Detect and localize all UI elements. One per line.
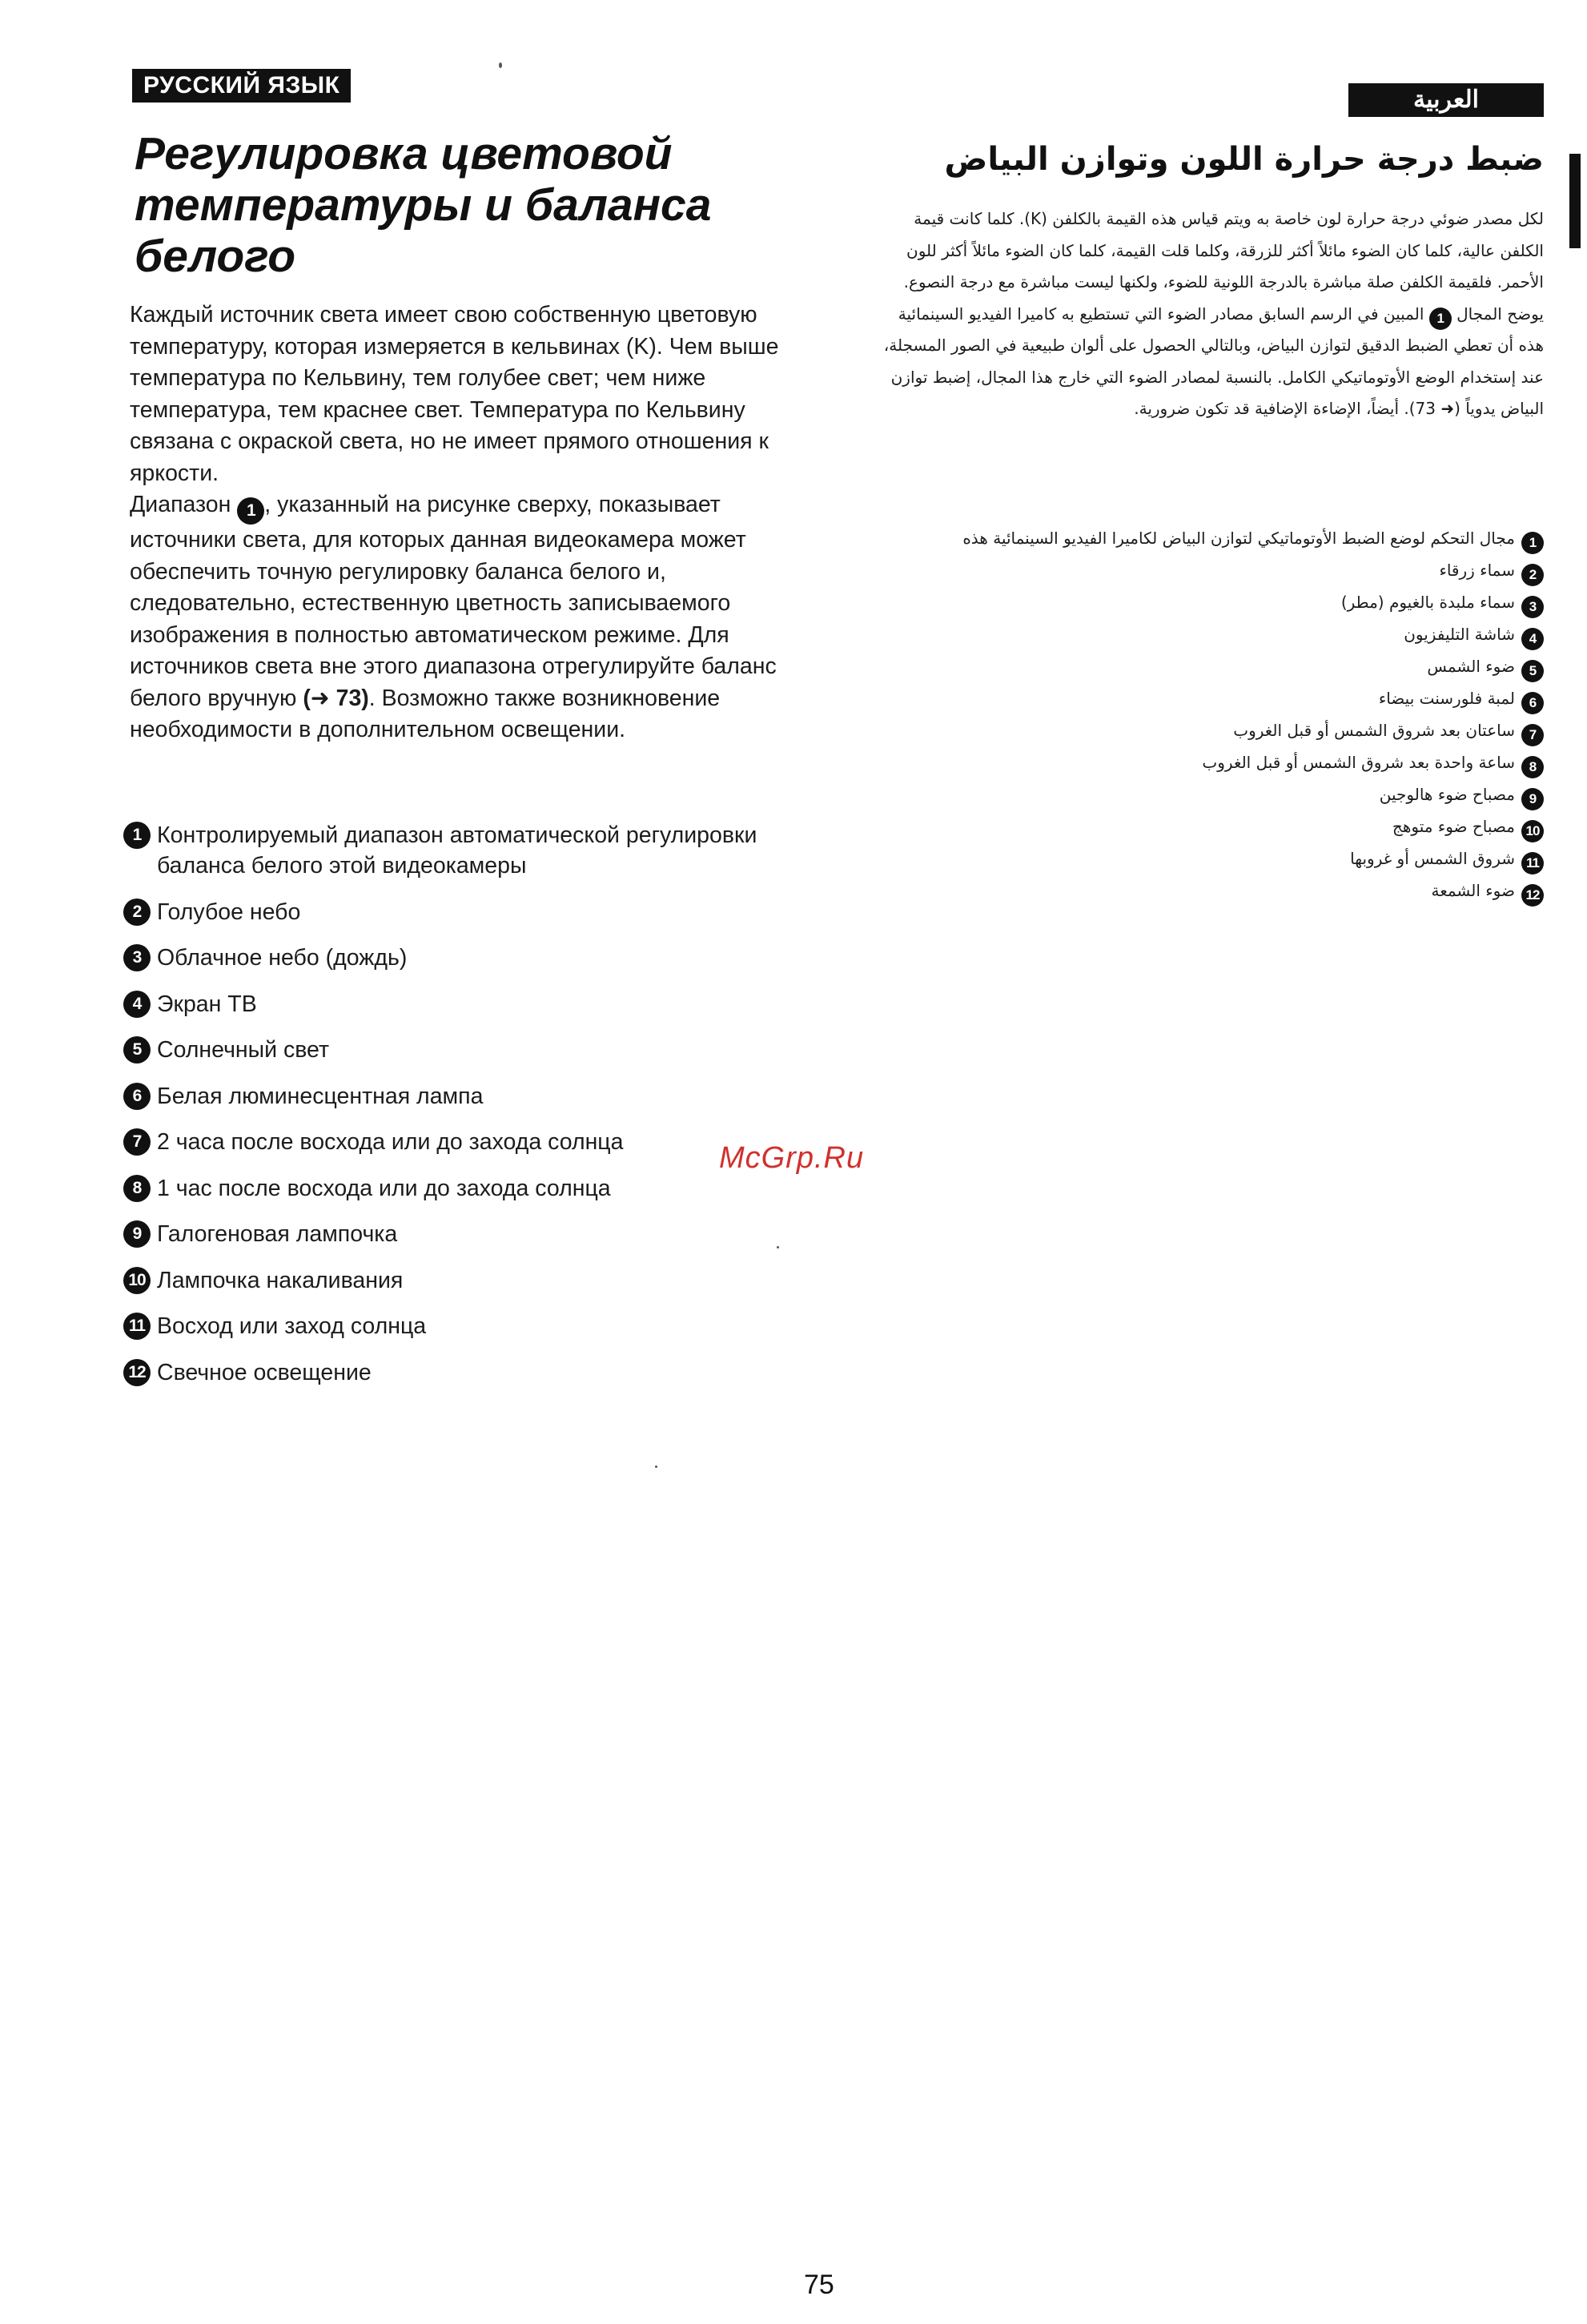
legend-item [881, 650, 1544, 682]
legend-item-text: Голубое небо [157, 899, 301, 925]
legend-item [123, 1127, 796, 1157]
arabic-body [881, 203, 1544, 425]
arabic-range-before: يوضح المجال [1456, 304, 1544, 324]
legend-item [123, 820, 796, 881]
russian-range-after: , указанный на рисунке сверху, показывает источники света, для которых данная видеокамера может обеспечить точную регулировку баланса белого и, следовательно, естественную цветность записываемого изображения в полностью автоматическом режиме. Для источников света вне этого диапазона отрегулируйте баланс белого вручную [130, 492, 777, 711]
legend-item [881, 778, 1544, 810]
number-badge-icon: 8 [123, 1175, 151, 1202]
legend-item [123, 897, 796, 927]
arabic-language-tab: العربية [1348, 83, 1544, 117]
russian-body [130, 300, 786, 746]
number-badge-icon: 3 [123, 944, 151, 971]
legend-item-text: Солнечный свет [157, 1037, 330, 1063]
legend-item [881, 554, 1544, 586]
number-badge-icon: 6 [1521, 692, 1544, 714]
legend-item [881, 586, 1544, 618]
number-badge-icon: 3 [1521, 596, 1544, 618]
number-badge-icon: 1 [1521, 532, 1544, 554]
legend-item [123, 989, 796, 1019]
legend-item [881, 842, 1544, 875]
russian-intro-paragraph: Каждый источник света имеет свою собственную цветовую температуру, которая измеряется в кельвинах (K). Чем выше температура по Кельвину, тем голубее свет; чем ниже температура, тем краснее свет. Температура по Кельвину связана с окраской света, но не имеет прямого отношения к яркости. [130, 302, 779, 486]
scan-speck [655, 1466, 657, 1468]
number-badge-icon: 2 [1521, 564, 1544, 586]
legend-item-text: Облачное небо (дождь) [157, 945, 408, 971]
number-badge-icon: 5 [1521, 660, 1544, 682]
legend-item [123, 1265, 796, 1296]
number-badge-icon: 5 [123, 1036, 151, 1063]
number-badge-icon: 4 [123, 991, 151, 1018]
legend-item [123, 1219, 796, 1249]
scan-speck [499, 62, 502, 68]
legend-item [881, 618, 1544, 650]
number-badge-icon: 4 [1521, 628, 1544, 650]
number-badge-icon: 11 [1521, 852, 1544, 875]
legend-item [123, 943, 796, 973]
arabic-range-paragraph [881, 299, 1544, 425]
legend-item-text: شاشة التليفزيون [1404, 625, 1515, 644]
number-badge-icon: 10 [123, 1267, 151, 1294]
arabic-range-end: . أيضاً، الإضاءة الإضافية قد تكون ضرورية. [1134, 399, 1409, 418]
legend-item-text: مصباح ضوء متوهج [1392, 817, 1515, 836]
legend-item-text: شروق الشمس أو غروبها [1350, 849, 1515, 868]
number-badge-icon: 7 [123, 1128, 151, 1156]
number-badge-icon: 9 [123, 1220, 151, 1248]
legend-item [123, 1081, 796, 1112]
number-badge-icon: 1 [1429, 308, 1452, 330]
legend-item [881, 682, 1544, 714]
legend-item-text: ضوء الشمعة [1431, 881, 1515, 900]
russian-page-reference: (➜ 73) [303, 685, 369, 711]
arabic-range-after: المبين في الرسم السابق مصادر الضوء التي تستطيع به كاميرا الفيديو السينمائية هذه أن تعطي الضبط الدقيق لتوازن البياض، وبالتالي الحصول على ألوان طبيعية في الصور المسجلة، عند إستخدام الوضع الأوتوماتيكي الكامل. بالنسبة لمصادر الضوء التي خارج هذا المجال، إضبط توازن البياض يدوياً [883, 304, 1544, 418]
arabic-page-reference: (➜ 73) [1408, 399, 1460, 418]
russian-page-title: Регулировка цветовой температуры и баланса белого [135, 128, 712, 282]
watermark-text: McGrp.Ru [719, 1141, 865, 1175]
legend-item-text: Белая люминесцентная лампа [157, 1083, 484, 1109]
legend-item-text: ساعة واحدة بعد شروق الشمس أو قبل الغروب [1202, 753, 1515, 772]
number-badge-icon: 7 [1521, 724, 1544, 746]
legend-item-text: مجال التحكم لوضع الضبط الأوتوماتيكي لتوازن البياض لكاميرا الفيديو السينمائية هذه [962, 529, 1515, 548]
page-number: 75 [804, 2270, 834, 2300]
legend-item [881, 810, 1544, 842]
legend-item-text: Контролируемый диапазон автоматической регулировки баланса белого этой видеокамеры [157, 822, 757, 879]
russian-legend-list [123, 820, 796, 1403]
edge-marker-bar [1569, 154, 1581, 248]
legend-item [881, 746, 1544, 778]
legend-item-text: Лампочка накаливания [157, 1267, 404, 1293]
russian-range-before: Диапазон [130, 492, 231, 517]
arabic-page-title: ضبط درجة حرارة اللون وتوازن البياض [944, 141, 1544, 178]
legend-item [881, 714, 1544, 746]
legend-item-text: Экран ТВ [157, 991, 257, 1017]
legend-item-text: لمبة فلورسنت بيضاء [1378, 689, 1515, 708]
number-badge-icon: 9 [1521, 788, 1544, 810]
legend-item [123, 1311, 796, 1341]
number-badge-icon: 6 [123, 1083, 151, 1110]
legend-item-text: ضوء الشمس [1427, 657, 1515, 676]
number-badge-icon: 10 [1521, 820, 1544, 842]
legend-item-text: سماء زرقاء [1439, 561, 1515, 580]
legend-item-text: مصباح ضوء هالوجين [1379, 785, 1515, 804]
number-badge-icon: 11 [123, 1313, 151, 1340]
scan-speck [777, 1246, 779, 1248]
arabic-intro-paragraph: لكل مصدر ضوئي درجة حرارة لون خاصة به ويتم قياس هذه القيمة بالكلفن (K). كلما كانت قيمة الكلفن عالية، كلما كان الضوء مائلاً أكثر للزرقة، وكلما قلت القيمة، كلما كان الضوء مائلاً أكثر للون الأحمر. فلقيمة الكلفن صلة مباشرة بالدرجة اللونية للضوء، ولكنها ليست مباشرة مع درجة النصوع. [903, 209, 1544, 292]
legend-item-text: سماء ملبدة بالغيوم (مطر) [1340, 593, 1515, 612]
legend-item [881, 522, 1544, 554]
legend-item-text: 1 час после восхода или до захода солнца [157, 1175, 611, 1201]
arabic-legend-list [881, 522, 1544, 907]
number-badge-icon: 12 [123, 1359, 151, 1386]
legend-item [123, 1035, 796, 1065]
legend-item [123, 1173, 796, 1204]
legend-item-text: Свечное освещение [157, 1359, 372, 1385]
legend-item-text: 2 часа после восхода или до захода солнца [157, 1129, 624, 1155]
legend-item-text: Галогеновая лампочка [157, 1221, 398, 1247]
legend-item [123, 1357, 796, 1388]
russian-language-tab: РУССКИЙ ЯЗЫК [132, 69, 351, 103]
number-badge-icon: 1 [123, 822, 151, 849]
russian-range-end: . Возможно также возникновение необходимости в дополнительном освещении. [130, 685, 721, 742]
legend-item-text: Восход или заход солнца [157, 1313, 427, 1339]
legend-item [881, 875, 1544, 907]
legend-item-text: ساعتان بعد شروق الشمس أو قبل الغروب [1233, 721, 1515, 740]
number-badge-icon: 2 [123, 899, 151, 926]
number-badge-icon: 12 [1521, 884, 1544, 907]
number-badge-icon: 1 [237, 497, 264, 525]
russian-range-paragraph [130, 489, 786, 746]
number-badge-icon: 8 [1521, 756, 1544, 778]
